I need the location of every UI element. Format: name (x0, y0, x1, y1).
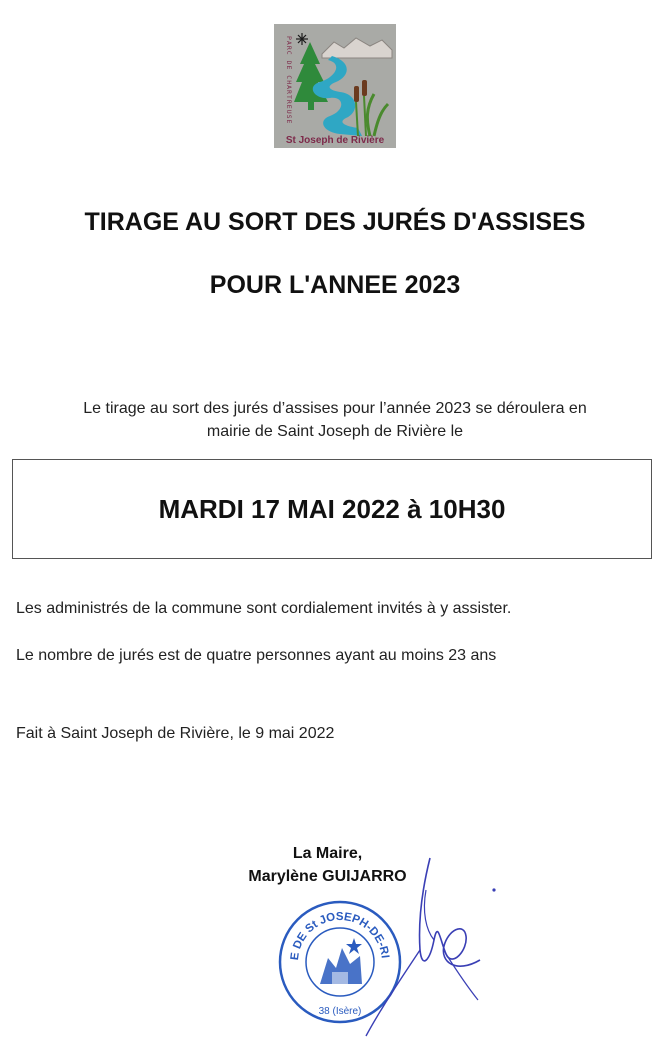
date-box (12, 459, 652, 559)
event-date: MARDI 17 MAI 2022 à 10H30 (158, 493, 506, 524)
invitation-paragraph: Les administrés de la commune sont cordialement invités à y assister. (16, 600, 512, 617)
logo-vertical-text: PARC DE CHARTREUSE (285, 36, 293, 125)
jurors-count-paragraph: Le nombre de jurés est de quatre personnes ayant au moins 23 ans (16, 647, 497, 664)
stamp-bottom-text: 38 (Isère) (318, 1006, 362, 1017)
intro-line-1: Le tirage au sort des jurés d’assises pour l’année 2023 se déroulera en (83, 400, 587, 417)
intro-line-2: mairie de Saint Joseph de Rivière le (206, 423, 464, 440)
intro-text (10, 397, 660, 443)
logo-caption: St Joseph de Rivière (285, 135, 385, 146)
signatory-role: La Maire, (292, 845, 363, 862)
commune-logo (274, 24, 396, 148)
place-date-line: Fait à Saint Joseph de Rivière, le 9 mai 2022 (16, 725, 335, 742)
page-title-line-1: TIRAGE AU SORT DES JURÉS D'ASSISES (84, 208, 586, 236)
handwritten-signature (360, 850, 510, 1040)
signatory-name: Marylène GUIJARRO (248, 868, 407, 885)
stamp-ring-textpath: E DE St JOSEPH-DE-RI (288, 910, 391, 961)
page-title-line-2: POUR L'ANNEE 2023 (209, 271, 461, 299)
